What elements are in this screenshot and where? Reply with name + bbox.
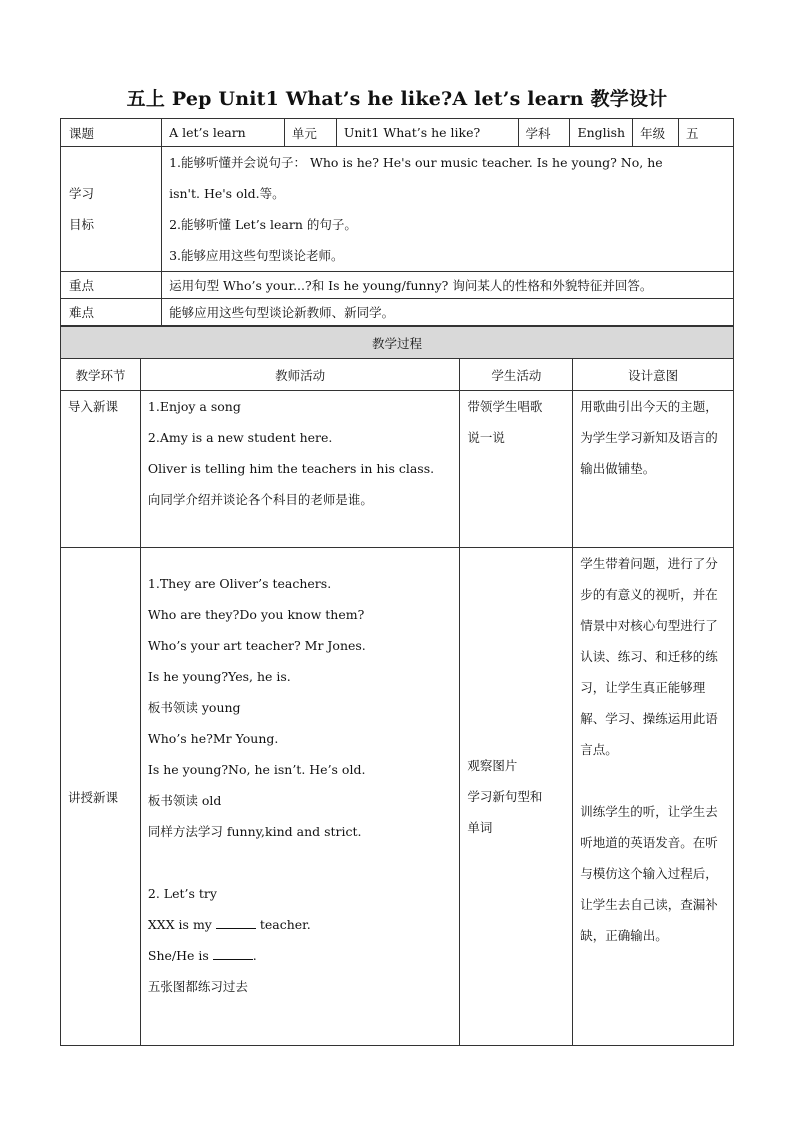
teacher-activity-line: Is he young?No, he isn’t. He’s old. bbox=[147, 762, 366, 777]
column-header-stage: 教学环节 bbox=[61, 359, 141, 391]
fill-blank bbox=[216, 916, 256, 929]
teacher-activity-line: 同样方法学习 funny,kind and strict. bbox=[147, 824, 362, 839]
try-text: teacher. bbox=[259, 917, 311, 932]
intro-stage-label: 导入新课 bbox=[68, 399, 119, 414]
teacher-activity-line: Who’s he?Mr Young. bbox=[147, 731, 279, 746]
objectives-content bbox=[162, 147, 734, 272]
teach-row bbox=[61, 548, 734, 1046]
teacher-activity-line: 2.Amy is a new student here. bbox=[147, 430, 333, 445]
objectives-label-1: 学习 bbox=[69, 186, 95, 201]
student-activity-line: 单词 bbox=[467, 820, 493, 835]
intent-paragraph: 训练学生的听，让学生去听地道的英语发音。在听与模仿这个输入过程后，让学生去自己读，查漏补缺，正确输出。 bbox=[580, 804, 718, 943]
info-row bbox=[61, 119, 734, 147]
process-columns-row bbox=[61, 359, 734, 391]
teacher-activity-line: 板书领读 old bbox=[147, 793, 222, 808]
objectives-row bbox=[61, 147, 734, 272]
teaching-process-table bbox=[60, 326, 734, 1046]
student-activity-line: 说一说 bbox=[467, 430, 505, 445]
try-line bbox=[148, 940, 453, 971]
process-header-row bbox=[61, 327, 734, 359]
student-activity-line: 带领学生唱歌 bbox=[467, 399, 543, 414]
objective-line: 3.能够应用这些句型谈论老师。 bbox=[169, 248, 344, 263]
unit-value: Unit1 What’s he like? bbox=[336, 119, 518, 147]
lesson-info-table bbox=[60, 118, 734, 326]
objective-line: isn't. He's old.等。 bbox=[169, 186, 285, 201]
spacer bbox=[148, 847, 453, 878]
grade-value: 五 bbox=[679, 119, 734, 147]
subject-value: English bbox=[570, 119, 633, 147]
teacher-activity-line: 五张图都练习过去 bbox=[147, 979, 248, 994]
teach-intent bbox=[573, 548, 734, 1046]
intent-paragraph: 学生带着问题，进行了分步的有意义的视听，并在情景中对核心句型进行了认读、练习、和迁移的练习，让学生真正能够理解、学习、操练运用此语言点。 bbox=[580, 556, 718, 757]
intro-student bbox=[460, 391, 573, 548]
objectives-label bbox=[61, 147, 162, 272]
fill-blank bbox=[213, 947, 253, 960]
grade-label: 年级 bbox=[633, 119, 679, 147]
teacher-activity-line: Who’s your art teacher? Mr Jones. bbox=[147, 638, 366, 653]
teach-teacher bbox=[140, 548, 460, 1046]
try-text: XXX is my bbox=[147, 917, 212, 932]
objective-line: 1.能够听懂并会说句子： Who is he? He's our music teacher. Is he young? No, he bbox=[169, 155, 663, 170]
unit-label: 单元 bbox=[284, 119, 336, 147]
teacher-activity-line: 板书领读 young bbox=[147, 700, 241, 715]
document-title: 五上 Pep Unit1 What’s he like?A let’s learn 教学设计 bbox=[126, 88, 668, 110]
intro-teacher bbox=[140, 391, 460, 548]
student-activity-line: 学习新句型和 bbox=[467, 789, 543, 804]
column-header-intent: 设计意图 bbox=[573, 359, 734, 391]
intro-row bbox=[61, 391, 734, 548]
lesson-value: A let’s learn bbox=[162, 119, 285, 147]
teacher-activity-line: 向同学介绍并谈论各个科目的老师是谁。 bbox=[147, 492, 373, 507]
try-text: . bbox=[252, 948, 257, 963]
try-text: She/He is bbox=[147, 948, 209, 963]
difficulty-label: 难点 bbox=[61, 299, 162, 326]
process-header: 教学过程 bbox=[61, 327, 734, 359]
intro-intent: 用歌曲引出今天的主题，为学生学习新知及语言的输出做铺垫。 bbox=[573, 391, 734, 548]
difficulty-value: 能够应用这些句型谈论新教师、新同学。 bbox=[162, 299, 734, 326]
teacher-activity-line: 1.Enjoy a song bbox=[147, 399, 241, 414]
try-title: 2. Let’s try bbox=[147, 886, 217, 901]
teacher-activity-line: 1.They are Oliver’s teachers. bbox=[147, 576, 332, 591]
teach-student bbox=[460, 548, 573, 1046]
key-point-row bbox=[61, 272, 734, 299]
column-header-teacher: 教师活动 bbox=[140, 359, 460, 391]
teacher-activity-line: Is he young?Yes, he is. bbox=[147, 669, 291, 684]
try-line bbox=[148, 909, 453, 940]
spacer bbox=[580, 765, 726, 796]
column-header-student: 学生活动 bbox=[460, 359, 573, 391]
teacher-activity-line: Who are they?Do you know them? bbox=[147, 607, 365, 622]
teach-stage: 讲授新课 bbox=[61, 548, 141, 1046]
objectives-label-2: 目标 bbox=[69, 217, 95, 232]
difficulty-row bbox=[61, 299, 734, 326]
subject-label: 学科 bbox=[518, 119, 570, 147]
intro-stage bbox=[61, 391, 141, 548]
key-point-label: 重点 bbox=[61, 272, 162, 299]
key-point-value: 运用句型 Who’s your...?和 Is he young/funny? 询问某人的性格和外貌特征并回答。 bbox=[162, 272, 734, 299]
teacher-activity-line: Oliver is telling him the teachers in his class. bbox=[147, 461, 435, 476]
lesson-label: 课题 bbox=[61, 119, 162, 147]
student-activity-line: 观察图片 bbox=[467, 758, 518, 773]
objective-line: 2.能够听懂 Let’s learn 的句子。 bbox=[169, 217, 357, 232]
